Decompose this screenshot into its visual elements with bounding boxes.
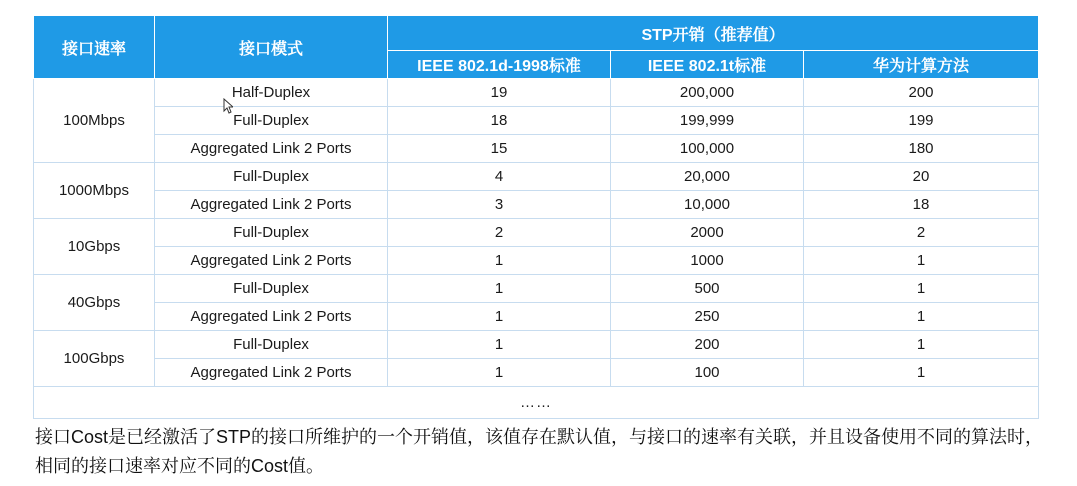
cell-ieee-t: 20,000 — [611, 163, 804, 191]
cell-speed: 100Gbps — [34, 331, 155, 387]
cell-ieee-1998: 1 — [388, 331, 611, 359]
cell-ieee-1998: 1 — [388, 359, 611, 387]
cell-ieee-1998: 1 — [388, 275, 611, 303]
cell-ieee-t: 2000 — [611, 219, 804, 247]
cell-ieee-t: 100,000 — [611, 135, 804, 163]
header-ieee-t: IEEE 802.1t标准 — [611, 51, 804, 79]
table-row — [34, 359, 1039, 387]
cell-huawei: 1 — [804, 359, 1039, 387]
cell-ieee-1998: 1 — [388, 247, 611, 275]
table-row — [34, 303, 1039, 331]
cell-mode: Aggregated Link 2 Ports — [155, 359, 388, 387]
cell-mode: Full-Duplex — [155, 107, 388, 135]
cell-speed: 40Gbps — [34, 275, 155, 331]
table-row — [34, 275, 1039, 303]
mouse-pointer-icon — [223, 98, 233, 114]
cell-mode: Full-Duplex — [155, 275, 388, 303]
cell-huawei: 1 — [804, 331, 1039, 359]
table-row — [34, 331, 1039, 359]
cell-huawei: 1 — [804, 247, 1039, 275]
cell-ieee-1998: 19 — [388, 79, 611, 107]
cell-speed: 10Gbps — [34, 219, 155, 275]
cell-ieee-t: 500 — [611, 275, 804, 303]
cell-huawei: 1 — [804, 303, 1039, 331]
cell-speed: 1000Mbps — [34, 163, 155, 219]
cell-huawei: 20 — [804, 163, 1039, 191]
table-row — [34, 107, 1039, 135]
cost-description: 接口Cost是已经激活了STP的接口所维护的一个开销值，该值存在默认值，与接口的速率有关联，并且设备使用不同的算法时，相同的接口速率对应不同的Cost值。 — [35, 427, 1044, 476]
table-row — [34, 79, 1039, 107]
cell-ieee-1998: 2 — [388, 219, 611, 247]
cell-mode: Full-Duplex — [155, 219, 388, 247]
cell-speed: 100Mbps — [34, 79, 155, 163]
cell-ieee-t: 250 — [611, 303, 804, 331]
cell-mode: Aggregated Link 2 Ports — [155, 303, 388, 331]
table-row — [34, 191, 1039, 219]
header-speed: 接口速率 — [34, 16, 155, 79]
cell-ieee-t: 199,999 — [611, 107, 804, 135]
header-huawei: 华为计算方法 — [804, 51, 1039, 79]
cell-ieee-t: 10,000 — [611, 191, 804, 219]
cell-huawei: 200 — [804, 79, 1039, 107]
cell-mode: Full-Duplex — [155, 163, 388, 191]
cell-ieee-t: 200 — [611, 331, 804, 359]
cell-mode: Aggregated Link 2 Ports — [155, 247, 388, 275]
ellipsis-row — [34, 387, 1039, 419]
cell-huawei: 180 — [804, 135, 1039, 163]
cell-mode: Half-Duplex — [155, 79, 388, 107]
cell-huawei: 18 — [804, 191, 1039, 219]
cell-ieee-1998: 15 — [388, 135, 611, 163]
cell-ieee-1998: 1 — [388, 303, 611, 331]
table-row — [34, 219, 1039, 247]
cell-ieee-1998: 4 — [388, 163, 611, 191]
cell-huawei: 199 — [804, 107, 1039, 135]
table-row — [34, 135, 1039, 163]
cell-ieee-t: 100 — [611, 359, 804, 387]
table-row — [34, 247, 1039, 275]
header-stp-cost: STP开销（推荐值） — [388, 16, 1039, 51]
table-row — [34, 163, 1039, 191]
cell-mode: Aggregated Link 2 Ports — [155, 135, 388, 163]
cell-ieee-t: 1000 — [611, 247, 804, 275]
header-ieee-1998: IEEE 802.1d-1998标准 — [388, 51, 611, 79]
cell-ieee-1998: 3 — [388, 191, 611, 219]
ellipsis-cell: …… — [34, 387, 1039, 419]
table-body — [34, 79, 1039, 419]
cell-ieee-1998: 18 — [388, 107, 611, 135]
cell-huawei: 1 — [804, 275, 1039, 303]
cell-mode: Full-Duplex — [155, 331, 388, 359]
stp-cost-table — [33, 15, 1039, 419]
cell-huawei: 2 — [804, 219, 1039, 247]
cell-mode: Aggregated Link 2 Ports — [155, 191, 388, 219]
cell-ieee-t: 200,000 — [611, 79, 804, 107]
header-mode: 接口模式 — [155, 16, 388, 79]
stp-cost-table-container — [33, 15, 1038, 419]
